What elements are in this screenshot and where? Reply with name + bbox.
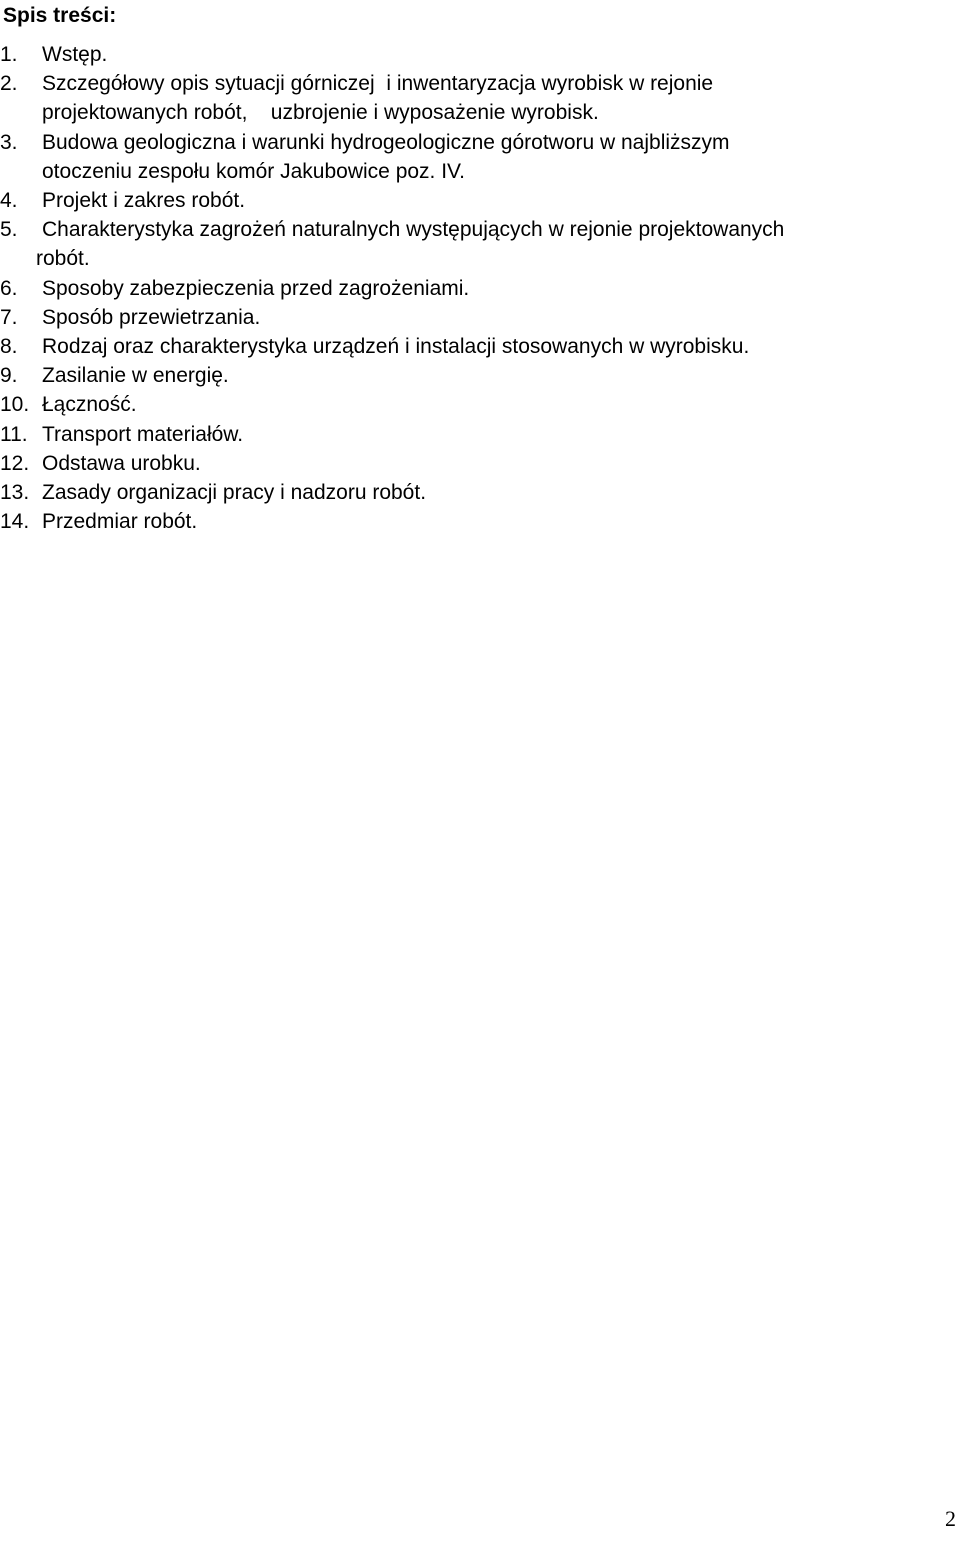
- toc-item-4: [0, 186, 955, 215]
- toc-item-number: 1.: [0, 43, 18, 66]
- toc-item-text: Odstawa urobku.: [42, 451, 201, 475]
- toc-item-number: 3.: [0, 130, 18, 154]
- toc-item-14: [0, 507, 955, 536]
- toc-item-text: Wstęp.: [42, 43, 108, 66]
- toc-item-number: 7.: [0, 305, 18, 329]
- toc-item-7: [0, 303, 955, 332]
- toc-item-text: Rodzaj oraz charakterystyka urządzeń i instalacji stosowanych w wyrobisku.: [42, 335, 750, 359]
- toc-item-8: [0, 332, 955, 361]
- toc-item-9: [0, 361, 955, 390]
- toc-item-number: 4.: [0, 189, 18, 213]
- toc-item-text-continuation: projektowanych robót, uzbrojenie i wyposażenie wyrobisk.: [42, 101, 599, 125]
- toc-item-number: 12.: [0, 451, 30, 475]
- toc-item-1: [0, 40, 955, 69]
- toc-item-text: Charakterystyka zagrożeń naturalnych występujących w rejonie projektowanych: [42, 218, 785, 242]
- toc-item-number: 6.: [0, 276, 18, 300]
- toc-item-text: Budowa geologiczna i warunki hydrogeologiczne górotworu w najbliższym: [42, 130, 730, 154]
- toc-item-number: 14.: [0, 510, 30, 534]
- toc-item-text: Zasilanie w energię.: [42, 364, 229, 388]
- toc-item-number: 10.: [0, 393, 30, 417]
- toc-item-text: Łączność.: [42, 393, 137, 417]
- toc-item-number: 2.: [0, 72, 18, 96]
- toc-item-text: Sposoby zabezpieczenia przed zagrożeniami.: [42, 276, 470, 300]
- toc-item-text-continuation: otoczeniu zespołu komór Jakubowice poz. IV.: [42, 159, 465, 183]
- toc-item-2: [0, 69, 955, 127]
- toc-item-number: 9.: [0, 364, 18, 388]
- toc-item-6: [0, 274, 955, 303]
- toc-item-13: [0, 478, 955, 507]
- toc-item-number: 13.: [0, 481, 30, 505]
- toc-title: Spis treści:: [3, 4, 117, 27]
- toc-item-3: [0, 128, 955, 186]
- toc-item-text: Przedmiar robót.: [42, 510, 198, 534]
- toc-item-text: Transport materiałów.: [42, 422, 244, 446]
- toc-item-12: [0, 449, 955, 478]
- toc-item-11: [0, 420, 955, 449]
- toc-item-text: Projekt i zakres robót.: [42, 189, 246, 213]
- toc-item-10: [0, 390, 955, 419]
- toc-list: [0, 40, 955, 536]
- toc-item-number: 11.: [0, 422, 28, 446]
- toc-item-5: [0, 215, 955, 273]
- toc-item-number: 8.: [0, 335, 18, 359]
- toc-item-text: Szczegółowy opis sytuacji górniczej i inwentaryzacja wyrobisk w rejonie: [42, 72, 714, 96]
- toc-item-number: 5.: [0, 218, 18, 242]
- page-number: 2: [945, 1506, 956, 1531]
- toc-item-text: Sposób przewietrzania.: [42, 305, 261, 329]
- toc-item-text: Zasady organizacji pracy i nadzoru robót.: [42, 481, 427, 505]
- toc-item-text-continuation: robót.: [36, 247, 90, 271]
